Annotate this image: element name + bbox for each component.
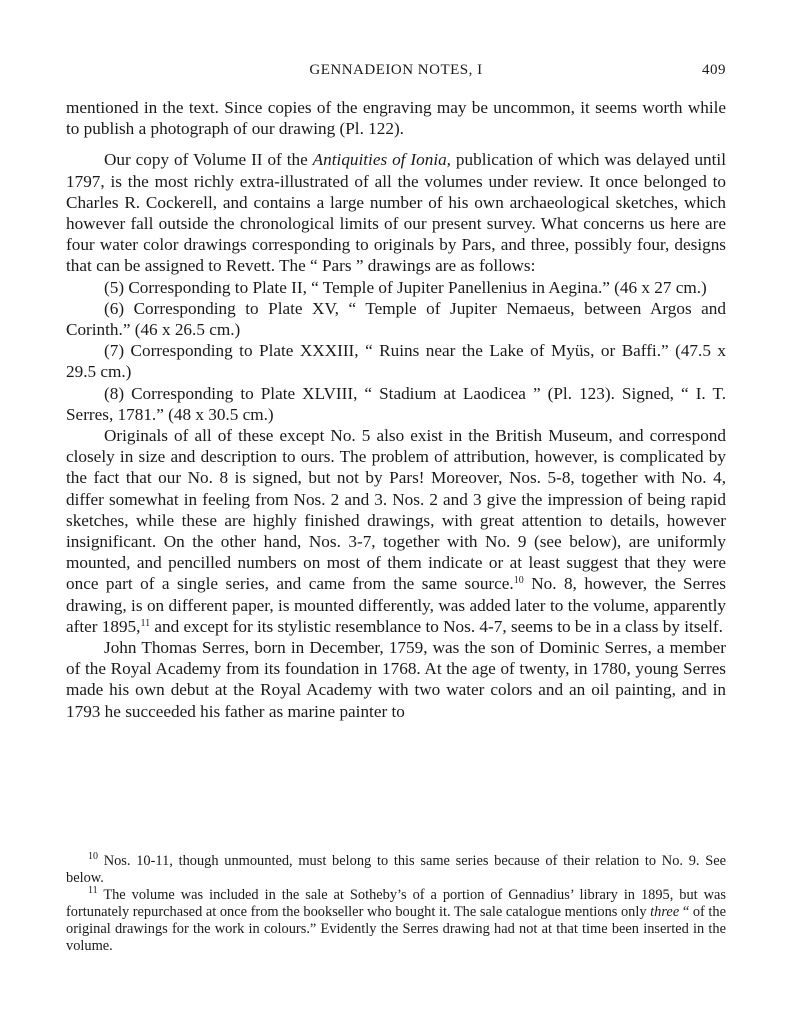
paragraph-serres: John Thomas Serres, born in December, 1759, was the son of Dominic Serres, a member of the Royal Academy from its foundation in 1768. At the age of twenty, in 1780, young Serres made his own debut at the Royal Academy with two water colors and an oil painting, and in 1793 he succeeded his father as marine painter to	[66, 638, 726, 721]
list-item-5: (5) Corresponding to Plate II, “ Temple of Jupiter Panellenius in Aegina.” (46 x 27 cm.)	[104, 277, 707, 297]
paragraph-attribution	[66, 425, 726, 637]
footnote-10	[66, 853, 726, 887]
footnote-11	[66, 887, 726, 955]
footnote-text: “ of the original drawings for the work in colours.” Evidently the Serres drawing had not at that time been inserted in the volume.	[66, 904, 727, 954]
text-run: No. 8, however, the Serres drawing, is on different paper, is mounted differently, was added later to the volume, apparently after 1895,	[66, 574, 726, 636]
text-run: Our copy of Volume II of the	[104, 150, 313, 170]
footnote-ref-11: 11	[140, 617, 151, 629]
text-run: Originals of all of these except No. 5 also exist in the British Museum, and correspond closely in size and description to ours. The problem of attribution, however, is complicated by the fact that our No. 8 is signed, but not by Pars! Moreover, Nos. 5-8, together with No. 4, differ somewhat in feeling from Nos. 2 and 3. Nos. 2 and 3 give the impression of being rapid sketches, while these are highly finished drawings, with great attention to details, however insignificant. On the other hand, Nos. 3-7, together with No. 9 (see below), are uniformly mounted, and pencilled numbers on most of them indicate or at least suggest that they were once part of a single series, and came from the same source.	[66, 426, 726, 594]
emphasis: three	[650, 904, 680, 920]
page-number: 409	[702, 62, 726, 78]
footnote-ref-10: 10	[513, 575, 524, 587]
running-head	[66, 62, 726, 82]
text-run: publication of which was delayed until 1797, is the most richly extra-illustrated of all the volumes under review. It once belonged to Charles R. Cockerell, and contains a large number of his own archaeological sketches, which however fall outside the chronological limits of our present survey. What concerns us here are four water color drawings corresponding to originals by Pars, and three, possibly four, designs that can be assigned to Revett. The “ Pars ” drawings are as follows:	[66, 150, 726, 276]
paragraph-antiquities	[66, 149, 726, 276]
footnote-text: Nos. 10-11, though unmounted, must belong to this same series because of their relation to No. 9. See below.	[66, 853, 726, 886]
footnote-mark-10: 10	[88, 851, 98, 862]
running-title: GENNADEION NOTES, I	[309, 62, 483, 78]
book-title: Antiquities of Ionia,	[312, 150, 451, 170]
text-run: and except for its stylistic resemblance to Nos. 4-7, seems to be in a class by itself.	[150, 616, 723, 636]
footnote-mark-11: 11	[88, 885, 98, 896]
list-item-7: (7) Corresponding to Plate XXXIII, “ Ruins near the Lake of Myüs, or Baffi.” (47.5 x 29.5 cm.)	[66, 341, 726, 382]
footnote-text: The volume was included in the sale at Sotheby’s of a portion of Gennadius’ library in 1895, but was fortunately repurchased at once from the bookseller who bought it. The sale catalogue mentions only	[66, 887, 726, 920]
list-item-8: (8) Corresponding to Plate XLVIII, “ Stadium at Laodicea ” (Pl. 123). Signed, “ I. T. Serres, 1781.” (48 x 30.5 cm.)	[66, 383, 726, 424]
footnotes	[66, 853, 726, 955]
list-item-6: (6) Corresponding to Plate XV, “ Temple of Jupiter Nemaeus, between Argos and Corinth.” (46 x 26.5 cm.)	[66, 298, 726, 340]
body-text	[66, 97, 726, 722]
paragraph-continued: mentioned in the text. Since copies of the engraving may be uncommon, it seems worth while to publish a photograph of our drawing (Pl. 122).	[66, 98, 726, 139]
